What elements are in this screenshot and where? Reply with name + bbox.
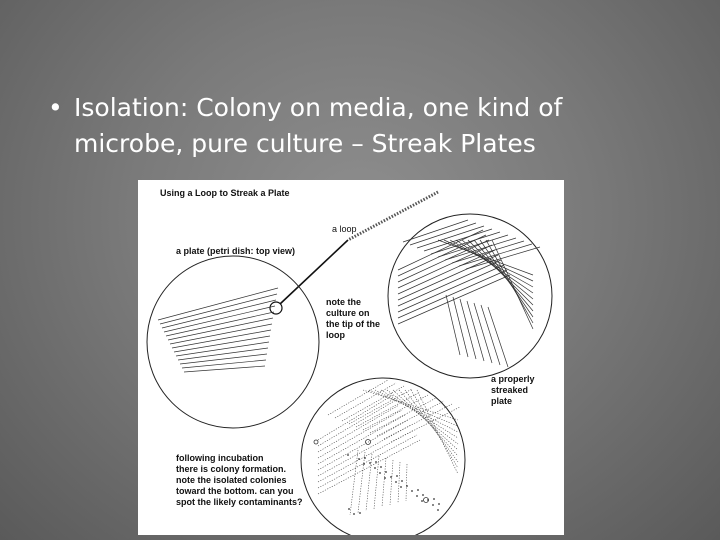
streak-line: [384, 404, 452, 439]
streak-line: [398, 462, 400, 503]
streak-line: [398, 275, 510, 324]
isolated-colony-icon: [374, 467, 376, 469]
isolated-colony-icon: [401, 480, 403, 482]
streak-plate-figure: [138, 180, 564, 535]
streak-line: [398, 255, 498, 300]
contaminant-colony-icon: [314, 440, 318, 444]
streak-line: [446, 295, 460, 355]
isolated-colony-icon: [437, 509, 439, 511]
streak-line: [492, 240, 533, 329]
isolated-colony-icon: [417, 489, 419, 491]
streak-line: [405, 390, 458, 462]
streak-line: [358, 452, 365, 513]
streak-line: [486, 240, 533, 323]
streak-line: [318, 415, 405, 464]
bullet-text-line-2: microbe, pure culture – Streak Plates: [74, 129, 536, 158]
culture-note: note the culture on the tip of the loop: [326, 297, 380, 340]
streak-line: [417, 390, 458, 474]
isolated-colony-icon: [411, 490, 413, 492]
streak-line: [453, 297, 468, 357]
loop-label: a loop: [332, 224, 357, 234]
streak-line: [460, 299, 476, 359]
isolated-colony-icon: [358, 458, 360, 460]
streak-line: [180, 354, 267, 364]
streak-line: [411, 390, 458, 468]
streak-line: [318, 435, 417, 488]
streak-line: [342, 386, 404, 421]
isolated-colony-icon: [363, 463, 365, 465]
streak-line: [318, 425, 411, 476]
streak-line: [356, 392, 420, 427]
streak-line: [318, 420, 408, 470]
bullet-icon: •: [48, 93, 63, 122]
plate-after-incubation: [301, 378, 465, 535]
isolated-colony-icon: [390, 476, 392, 478]
isolated-colony-icon: [432, 504, 434, 506]
isolated-colony-icon: [433, 498, 435, 500]
streak-line: [467, 301, 484, 361]
figure-title: Using a Loop to Streak a Plate: [160, 188, 290, 198]
streak-line: [398, 245, 492, 288]
isolated-colony-icon: [422, 494, 424, 496]
streak-line: [390, 460, 393, 505]
streak-line: [318, 410, 402, 458]
plate-properly-streaked: [388, 214, 552, 378]
isolated-colony-icon: [384, 477, 386, 479]
streak-line: [375, 390, 458, 432]
incubation-note: following incubation there is colony formation. note the isolated colonies toward the bottom. can you spot the likely contaminants?: [176, 453, 303, 507]
isolated-colony-icon: [400, 486, 402, 488]
streak-line: [403, 220, 468, 242]
isolated-colony-icon: [438, 503, 440, 505]
isolated-colony-icon: [395, 481, 397, 483]
plate-first-streak: [147, 256, 319, 428]
streak-line: [374, 456, 379, 509]
streak-line: [398, 265, 504, 312]
streak-line: [406, 464, 407, 501]
isolated-colony-icon: [396, 475, 398, 477]
isolated-colony-icon: [380, 466, 382, 468]
streak-line: [398, 260, 501, 306]
streak-line: [162, 300, 276, 328]
streak-line: [391, 407, 460, 442]
streak-line: [366, 454, 372, 511]
loop-handle: [348, 192, 438, 240]
streak-line: [382, 458, 386, 507]
isolated-colony-icon: [416, 495, 418, 497]
streak-line: [168, 318, 273, 340]
properly-streaked-label: a properly streaked plate: [491, 374, 535, 406]
isolated-colony-icon: [379, 472, 381, 474]
isolated-colony-icon: [421, 500, 423, 502]
streak-line: [468, 240, 533, 305]
bullet-point: [48, 90, 688, 162]
isolated-colony-icon: [347, 454, 349, 456]
isolated-colony-icon: [375, 461, 377, 463]
streak-line: [398, 270, 507, 318]
streak-line: [474, 240, 533, 311]
isolated-colony-icon: [353, 513, 355, 515]
plate-label: a plate (petri dish: top view): [176, 246, 296, 256]
isolated-colony-icon: [369, 462, 371, 464]
streak-line: [350, 450, 358, 515]
isolated-colony-icon: [385, 471, 387, 473]
isolated-colony-icon: [348, 508, 350, 510]
streak-line: [381, 390, 458, 438]
bullet-text-line-1: Isolation: Colony on media, one kind of: [74, 93, 563, 122]
isolated-colony-icon: [406, 485, 408, 487]
isolated-colony-icon: [364, 457, 366, 459]
streak-line: [172, 330, 271, 348]
isolated-colony-icon: [359, 512, 361, 514]
